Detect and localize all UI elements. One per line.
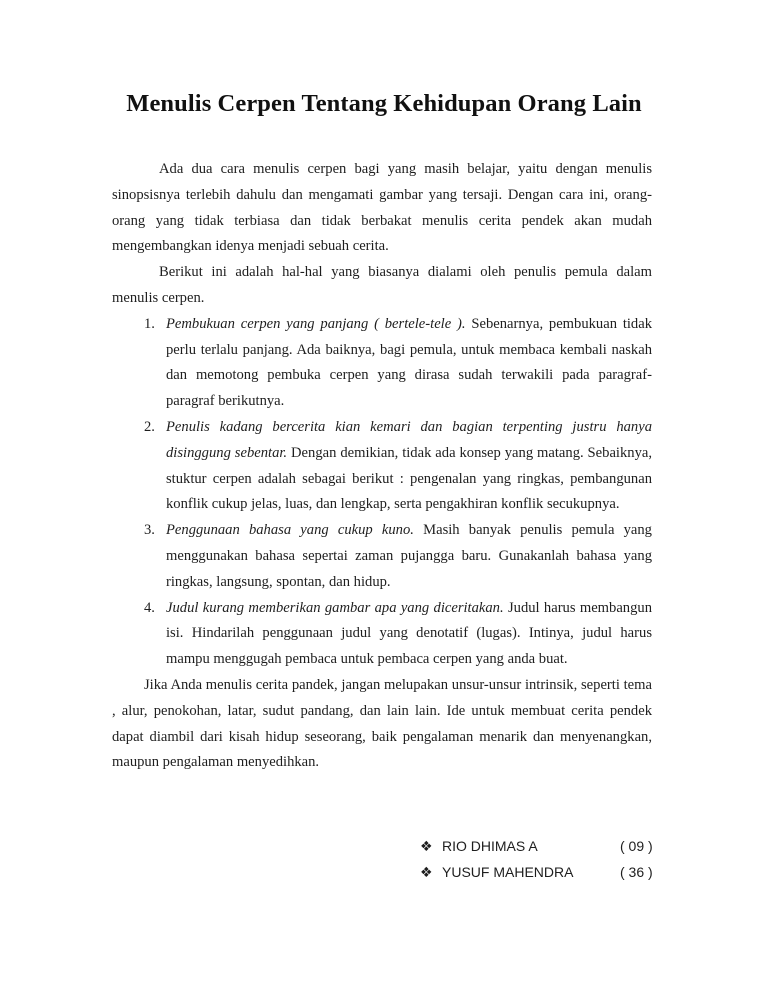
list-item-number: 2. bbox=[144, 418, 155, 435]
list-item bbox=[112, 312, 652, 415]
list-item-lead: Pembukuan cerpen yang panjang ( bertele-tele ). bbox=[166, 315, 466, 332]
list-item-number: 4. bbox=[144, 599, 155, 616]
author-number: ( 09 ) bbox=[620, 838, 653, 854]
list-item-text: Dengan demikian, tidak ada konsep yang matang. Sebaiknya, stuktur cerpen adalah sebagai berikut : pengenalan yang ringkas, pembangunan konflik cukup jelas, luas, dan lengkap, serta pengakhiran konflik secukupnya. bbox=[166, 444, 653, 513]
list-item-number: 3. bbox=[144, 522, 155, 539]
author-entry bbox=[420, 859, 660, 885]
list-item bbox=[112, 518, 652, 595]
document-body bbox=[112, 157, 652, 776]
author-number: ( 36 ) bbox=[620, 864, 653, 880]
list-item bbox=[112, 596, 652, 673]
intro-paragraph: Ada dua cara menulis cerpen bagi yang masih belajar, yaitu dengan menulis sinopsisnya terlebih dahulu dan mengamati gambar yang tersaji. Dengan cara ini, orang-orang yang tidak terbiasa dan tidak berbakat menulis cerita pendek akan mudah mengembangkan idenya menjadi sebuah cerita. bbox=[112, 161, 652, 255]
document-title: Menulis Cerpen Tentang Kehidupan Orang Lain bbox=[126, 90, 642, 117]
list-intro-paragraph: Berikut ini adalah hal-hal yang biasanya dialami oleh penulis pemula dalam menulis cerpen. bbox=[112, 264, 652, 306]
beginner-problems-list bbox=[112, 312, 652, 673]
author-name: RIO DHIMAS A bbox=[442, 838, 538, 854]
author-entry bbox=[420, 833, 660, 859]
diamond-bullet-icon: ❖ bbox=[420, 838, 433, 854]
author-name: YUSUF MAHENDRA bbox=[442, 864, 574, 880]
list-item-text: Judul harus membangun isi. Hindarilah penggunaan judul yang denotatif (lugas). Intinya, judul harus mampu menggugah pembaca untuk pembaca cerpen yang anda buat. bbox=[166, 599, 652, 668]
list-item-lead: Penggunaan bahasa yang cukup kuno. bbox=[166, 522, 414, 539]
list-item-lead: Penulis kadang bercerita kian kemari dan bagian terpenting justru hanya disinggung sebentar. bbox=[166, 418, 652, 461]
closing-paragraph: Jika Anda menulis cerita pandek, jangan melupakan unsur-unsur intrinsik, seperti tema , alur, penokohan, latar, sudut pandang, dan lain lain. Ide untuk membuat cerita pendek dapat diambil dari kisah hidup seseorang, baik pengalaman menarik dan menyenangkan, maupun pengalaman menyedihkan. bbox=[112, 676, 652, 771]
list-item bbox=[112, 415, 652, 518]
list-item-number: 1. bbox=[144, 315, 155, 332]
list-item-text: Masih banyak penulis pemula yang menggunakan bahasa sepertai zaman pujangga baru. Gunakanlah bahasa yang ringkas, langsung, spontan, dan hidup. bbox=[166, 522, 652, 590]
list-item-text: Sebenarnya, pembukuan tidak perlu terlalu panjang. Ada baiknya, bagi pemula, untuk membaca kembali naskah dan memotong pembuka cerpen yang dirasa sudah terwakili pada paragraf-paragraf berikutnya. bbox=[166, 315, 652, 410]
author-list bbox=[420, 833, 660, 885]
list-item-lead: Judul kurang memberikan gambar apa yang diceritakan. bbox=[166, 599, 504, 616]
diamond-bullet-icon: ❖ bbox=[420, 864, 433, 880]
